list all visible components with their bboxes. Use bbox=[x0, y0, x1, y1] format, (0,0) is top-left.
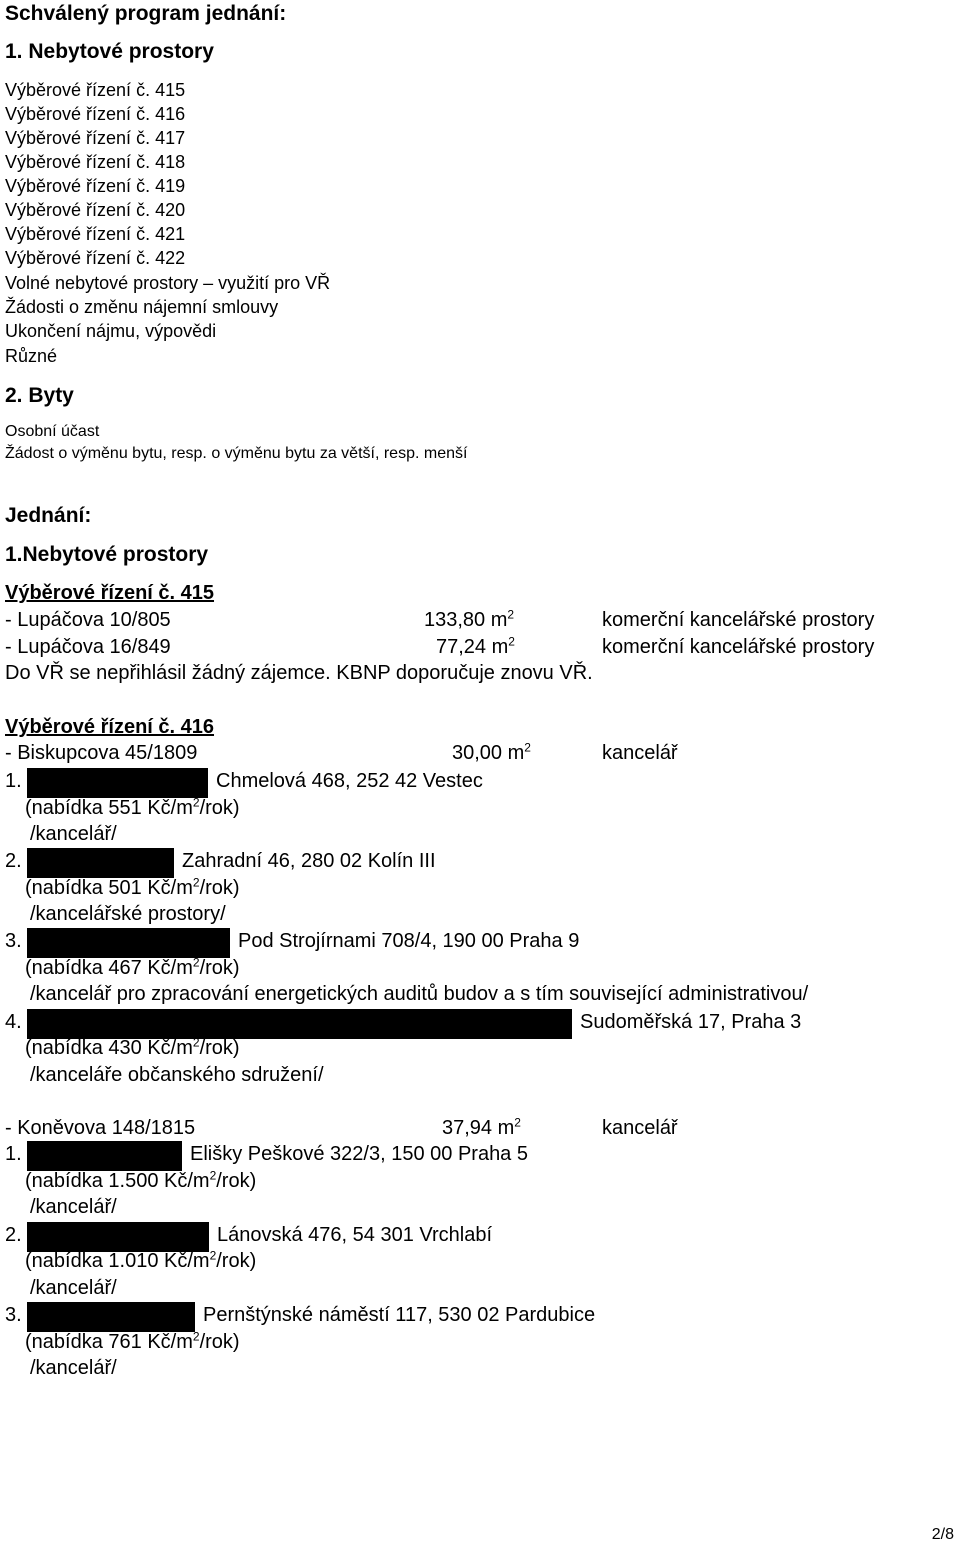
agenda-item: Volné nebytové prostory – využití pro VŘ bbox=[5, 273, 331, 293]
bid-purpose: /kancelář/ bbox=[30, 823, 117, 845]
bid-offer-unit: /rok) bbox=[199, 797, 240, 819]
unit-address: - Koněvova 148/1815 bbox=[5, 1117, 196, 1139]
bid-purpose: /kanceláře občanského sdružení/ bbox=[30, 1064, 324, 1086]
agenda-item: Výběrové řízení č. 415 bbox=[5, 80, 186, 100]
unit-area-value: 133,80 m bbox=[424, 609, 508, 631]
bidder-address: Zahradní 46, 280 02 Kolín III bbox=[182, 850, 436, 872]
bid-purpose: /kancelář pro zpracování energetických auditů budov a s tím související administrativou/ bbox=[30, 983, 809, 1005]
superscript: 2 bbox=[507, 607, 515, 622]
unit-use: kancelář bbox=[602, 1117, 678, 1139]
unit-use: komerční kancelářské prostory bbox=[602, 609, 875, 631]
redaction-block bbox=[27, 1222, 209, 1252]
bidder-address: Lánovská 476, 54 301 Vrchlabí bbox=[217, 1224, 493, 1246]
unit-area bbox=[436, 636, 515, 659]
agenda-item: Osobní účast bbox=[5, 423, 100, 440]
bid-offer-value: (nabídka 1.500 Kč/m bbox=[25, 1170, 210, 1192]
bid-offer-value: (nabídka 1.010 Kč/m bbox=[25, 1250, 210, 1272]
agenda-item: Ukončení nájmu, výpovědi bbox=[5, 321, 217, 341]
unit-address: - Lupáčova 10/805 bbox=[5, 609, 171, 631]
bid-offer bbox=[25, 877, 240, 900]
agenda-item: Různé bbox=[5, 346, 58, 366]
agenda-item: Výběrové řízení č. 418 bbox=[5, 152, 186, 172]
bid-offer bbox=[25, 1037, 240, 1060]
bid-offer bbox=[25, 957, 240, 980]
bid-purpose: /kancelářské prostory/ bbox=[30, 903, 226, 925]
agenda-item: Výběrové řízení č. 420 bbox=[5, 200, 186, 220]
unit-area bbox=[452, 742, 531, 765]
bid-offer-unit: /rok) bbox=[199, 957, 240, 979]
redaction-block bbox=[27, 768, 208, 798]
bid-offer-unit: /rok) bbox=[199, 877, 240, 899]
bid-offer-unit: /rok) bbox=[199, 1331, 240, 1353]
bid-purpose: /kancelář/ bbox=[30, 1357, 117, 1379]
tender-heading-415: Výběrové řízení č. 415 bbox=[5, 582, 215, 604]
unit-area-value: 37,94 m bbox=[442, 1117, 515, 1139]
superscript: 2 bbox=[192, 955, 200, 970]
bid-offer-value: (nabídka 551 Kč/m bbox=[25, 797, 193, 819]
redaction-block bbox=[27, 1302, 195, 1332]
superscript: 2 bbox=[524, 740, 531, 755]
superscript: 2 bbox=[192, 795, 200, 810]
unit-area bbox=[442, 1117, 521, 1140]
unit-address: - Biskupcova 45/1809 bbox=[5, 742, 198, 764]
superscript: 2 bbox=[209, 1168, 217, 1183]
redaction-block bbox=[27, 928, 230, 958]
agenda-item: Žádost o výměnu bytu, resp. o výměnu bytu za větší, resp. menší bbox=[5, 445, 468, 462]
agenda-item: Výběrové řízení č. 416 bbox=[5, 104, 186, 124]
agenda-item: Žádosti o změnu nájemní smlouvy bbox=[5, 297, 279, 317]
bid-offer-value: (nabídka 430 Kč/m bbox=[25, 1037, 193, 1059]
section-title-nonresidential: 1. Nebytové prostory bbox=[5, 40, 214, 63]
unit-use: komerční kancelářské prostory bbox=[602, 636, 875, 658]
bid-offer-unit: /rok) bbox=[216, 1250, 257, 1272]
bidder-address: Pod Strojírnami 708/4, 190 00 Praha 9 bbox=[238, 930, 580, 952]
bid-offer-value: (nabídka 761 Kč/m bbox=[25, 1331, 193, 1353]
bid-number: 4. bbox=[5, 1011, 22, 1033]
unit-use: kancelář bbox=[602, 742, 678, 764]
bid-number: 2. bbox=[5, 850, 22, 872]
bidder-address: Pernštýnské náměstí 117, 530 02 Pardubice bbox=[203, 1304, 596, 1326]
bid-offer bbox=[25, 797, 240, 820]
bid-offer-value: (nabídka 467 Kč/m bbox=[25, 957, 193, 979]
tender-heading-416: Výběrové řízení č. 416 bbox=[5, 716, 215, 738]
bid-number: 1. bbox=[5, 1143, 22, 1165]
page-title: Schválený program jednání: bbox=[5, 2, 287, 25]
bidder-address: Chmelová 468, 252 42 Vestec bbox=[216, 770, 483, 792]
bid-purpose: /kancelář/ bbox=[30, 1277, 117, 1299]
unit-area bbox=[424, 609, 514, 632]
superscript: 2 bbox=[192, 1329, 200, 1344]
bid-number: 3. bbox=[5, 930, 22, 952]
agenda-item: Výběrové řízení č. 417 bbox=[5, 128, 186, 148]
page-number: 2/8 bbox=[931, 1526, 954, 1543]
meeting-title: Jednání: bbox=[5, 504, 92, 527]
redaction-block bbox=[27, 848, 174, 878]
meeting-section-title: 1.Nebytové prostory bbox=[5, 543, 209, 566]
agenda-item: Výběrové řízení č. 422 bbox=[5, 248, 186, 268]
bid-offer bbox=[25, 1250, 256, 1273]
redaction-block bbox=[27, 1141, 182, 1171]
superscript: 2 bbox=[192, 1035, 200, 1050]
superscript: 2 bbox=[508, 634, 515, 649]
section-title-apartments: 2. Byty bbox=[5, 384, 74, 407]
bid-offer bbox=[25, 1331, 240, 1354]
bid-number: 2. bbox=[5, 1224, 22, 1246]
redaction-block bbox=[27, 1009, 572, 1039]
bidder-address: Sudoměřská 17, Praha 3 bbox=[580, 1011, 802, 1033]
tender-note: Do VŘ se nepřihlásil žádný zájemce. KBNP doporučuje znovu VŘ. bbox=[5, 662, 593, 684]
superscript: 2 bbox=[514, 1115, 521, 1130]
unit-area-value: 30,00 m bbox=[452, 742, 525, 764]
bid-offer-unit: /rok) bbox=[216, 1170, 257, 1192]
bid-offer-value: (nabídka 501 Kč/m bbox=[25, 877, 193, 899]
bid-offer-unit: /rok) bbox=[199, 1037, 240, 1059]
unit-area-value: 77,24 m bbox=[436, 636, 509, 658]
bidder-address: Elišky Peškové 322/3, 150 00 Praha 5 bbox=[190, 1143, 528, 1165]
agenda-item: Výběrové řízení č. 421 bbox=[5, 224, 186, 244]
bid-number: 1. bbox=[5, 770, 22, 792]
bid-offer bbox=[25, 1170, 256, 1193]
agenda-item: Výběrové řízení č. 419 bbox=[5, 176, 186, 196]
unit-address: - Lupáčova 16/849 bbox=[5, 636, 171, 658]
superscript: 2 bbox=[209, 1248, 217, 1263]
superscript: 2 bbox=[192, 875, 200, 890]
bid-number: 3. bbox=[5, 1304, 22, 1326]
bid-purpose: /kancelář/ bbox=[30, 1196, 117, 1218]
